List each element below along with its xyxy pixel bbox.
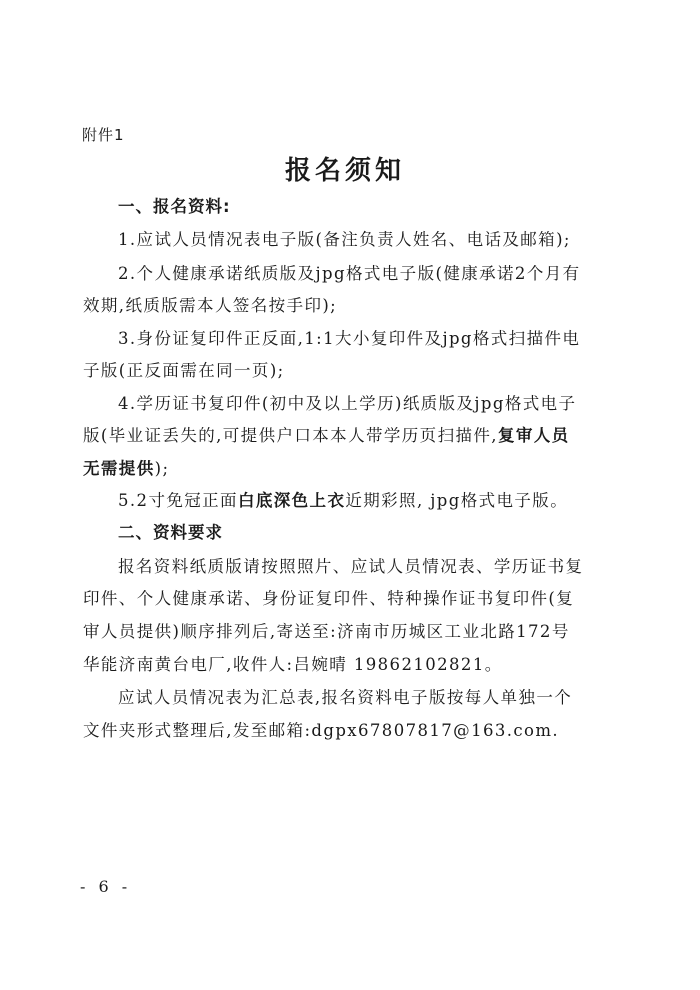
section-heading-requirements: 二、资料要求 bbox=[118, 523, 223, 542]
item-5-text-a: 5.2寸免冠正面 bbox=[118, 491, 238, 510]
email-line-2: 文件夹形式整理后,发至邮箱:dgpx67807817@163.com. bbox=[83, 721, 560, 740]
item-3-line-1: 3.身份证复印件正反面,1:1大小复印件及jpg格式扫描件电 bbox=[118, 329, 581, 348]
section-heading-materials: 一、报名资料: bbox=[118, 197, 231, 216]
requirements-line-4: 华能济南黄台电厂,收件人:吕婉晴 19862102821。 bbox=[83, 655, 503, 674]
item-4-line-2 bbox=[83, 422, 570, 446]
item-4-line-3 bbox=[83, 455, 169, 479]
item-3-line-2: 子版(正反面需在同一页); bbox=[83, 361, 285, 380]
item-4-emphasis-a: 复审人员 bbox=[497, 426, 570, 445]
attachment-label: 附件1 bbox=[82, 126, 125, 144]
item-1-line-1: 1.应试人员情况表电子版(备注负责人姓名、电话及邮箱); bbox=[118, 230, 571, 249]
page-title: 报名须知 bbox=[284, 156, 405, 186]
item-4-emphasis-b: 无需提供 bbox=[83, 459, 155, 478]
item-2-line-1: 2.个人健康承诺纸质版及jpg格式电子版(健康承诺2个月有 bbox=[118, 264, 581, 283]
requirements-line-2: 印件、个人健康承诺、身份证复印件、特种操作证书复印件(复 bbox=[83, 589, 575, 608]
requirements-line-1: 报名资料纸质版请按照照片、应试人员情况表、学历证书复 bbox=[118, 557, 584, 576]
item-4-line-3-end: ); bbox=[154, 459, 170, 478]
requirements-line-3: 审人员提供)顺序排列后,寄送至:济南市历城区工业北路172号 bbox=[83, 622, 570, 641]
item-2-line-2: 效期,纸质版需本人签名按手印); bbox=[83, 296, 338, 315]
email-line-1: 应试人员情况表为汇总表,报名资料电子版按每人单独一个 bbox=[118, 688, 573, 707]
page-number: - 6 - bbox=[80, 877, 132, 896]
item-4-line-1: 4.学历证书复印件(初中及以上学历)纸质版及jpg格式电子 bbox=[118, 394, 577, 413]
item-4-line-2-text: 版(毕业证丢失的,可提供户口本本人带学历页扫描件, bbox=[83, 426, 498, 445]
item-5-text-c: 近期彩照, jpg格式电子版。 bbox=[345, 491, 569, 510]
item-5-line bbox=[118, 487, 568, 511]
item-5-emphasis: 白底深色上衣 bbox=[237, 491, 346, 510]
